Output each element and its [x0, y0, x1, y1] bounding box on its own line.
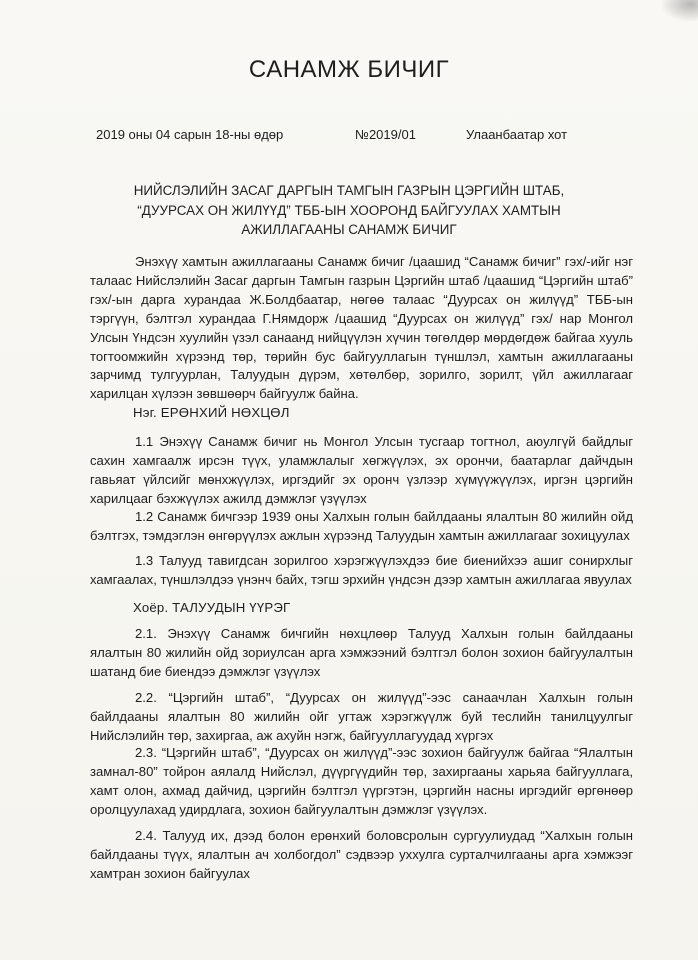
clause-2-3-block: [90, 744, 633, 820]
intro-paragraph: Энэхүү хамтын ажиллагааны Санамж бичиг /цаашид “Санамж бичиг” гэх/-ийг нэг талаас Нийслэлийн Засаг даргын Тамгын газрын Цэргийн штаб /цаашид “Цэргийн штаб” гэх/-ын дарга хурандаа Ж.Болдбаатар, нөгөө талаас “Дуурсах он жилүүд” ТББ-ын тэргүүн, бэлтгэл хурандаа Г.Нямдорж /цаашид “Дуурсах он жилүүд” гэх/ нар Монгол Улсын Үндсэн хуулийн үзэл санаанд нийцүүлэн хүчин төгөлдөр мөрдөгдөж байгаа хууль тогтоомжийн хүрээнд төр, төрийн бус байгууллагын түншлэл, хамтын ажиллагааны зарчимд тулгуурлан, Талуудын дүрэм, хөтөлбөр, зорилго, зорилт, үйл ажиллагааг харилцан хүлээн зөвшөөрч байгуулж байна.: [90, 254, 633, 402]
document-heading: [60, 181, 638, 240]
intro-paragraph-block: [90, 253, 633, 404]
clause-2-1: 2.1. Энэхүү Санамж бичгийн нөхцлөөр Талууд Халхын голын байлдааны ялалтын 80 жилийн ойд зориулсан арга хэмжээний бэлтгэл болон зохион байгуулалтын шатанд бие биендээ дэмжлэг үзүүлэх: [90, 626, 633, 679]
clause-2-1-block: [90, 625, 633, 682]
document-number: №2019/01: [355, 127, 416, 142]
document-place: Улаанбаатар хот: [466, 127, 568, 142]
clause-1-1: 1.1 Энэхүү Санамж бичиг нь Монгол Улсын тусгаар тогтнол, аюулгүй байдлыг сахин хамгаалж ирсэн түүх, уламжлалыг хөгжүүлэх, эх орончи, баатарлаг дайчдын гавьяат үйлсийг мөнхжүүлэх, иргэдийг эх оронч үзлээр хүмүүжүүлэх, иргэн цэргийн харилцааг бэхжүүлэх ажилд дэмжлэг үзүүлэх: [90, 434, 633, 506]
clause-1-3: 1.3 Талууд тавигдсан зорилгоо хэрэгжүүлэхдээ бие биенийхээ ашиг сонирхлыг хамгаалах, түншлэлдээ үнэнч байх, тэгш эрхийн үндсэн дээр хамтын ажиллагаа явуулах: [90, 553, 633, 587]
document-title: САНАМЖ БИЧИГ: [248, 56, 450, 83]
document-date: 2019 оны 04 сарын 18-ны өдөр: [96, 127, 284, 142]
clause-2-3: 2.3. “Цэргийн штаб”, “Дуурсах он жилүүд”-ээс зохион байгуулж байгаа “Ялалтын замнал-80” тойрон аялалд Нийслэл, дүүргүүдийн төр, захиргааны харьяа байгууллага, хамт олон, ахмад дайчид, цэргийн бэлтгэл үүргэтэн, цэргийн насны иргэдийг өргөнөөр оролцуулахад удирдлага, зохион байгуулалтын дэмжлэг үзүүлэх.: [90, 745, 633, 817]
section-2-heading: Хоёр. ТАЛУУДЫН ҮҮРЭГ: [133, 600, 291, 615]
clause-1-2-block: [90, 508, 633, 546]
heading-line: АЖИЛЛАГААНЫ САНАМЖ БИЧИГ: [241, 222, 457, 237]
clause-2-2-block: [90, 689, 633, 746]
clause-2-4-block: [90, 827, 633, 884]
heading-line: НИЙСЛЭЛИЙН ЗАСАГ ДАРГЫН ТАМГЫН ГАЗРЫН ЦЭРГИЙН ШТАБ,: [133, 183, 565, 198]
clause-2-2: 2.2. “Цэргийн штаб”, “Дуурсах он жилүүд”-ээс санаачлан Халхын голын байлдааны ялалтын 80 жилийн ойг угтаж хэрэгжүүлж буй теслийн танилцуулгыг Нийслэлийн төр, захиргаа, аж ахуйн нэгж, байгууллагуудад хүргэх: [90, 690, 633, 743]
heading-line: “ДУУРСАХ ОН ЖИЛҮҮД” ТББ-ЫН ХООРОНД БАЙГУУЛАХ ХАМТЫН: [137, 202, 561, 218]
clause-1-1-block: [90, 433, 633, 509]
clause-1-2: 1.2 Санамж бичгээр 1939 оны Халхын голын байлдааны ялалтын 80 жилийн ойд бэлтгэх, тэмдэглэн өнгөрүүлэх ажлын хүрээнд Талуудын хамтын ажиллагааг зохицуулах: [90, 509, 633, 543]
scan-corner-smudge: [660, 0, 698, 22]
section-1-heading: Нэг. ЕРӨНХИЙ НӨХЦӨЛ: [133, 405, 290, 420]
clause-1-3-block: [90, 552, 633, 590]
clause-2-4: 2.4. Талууд их, дээд болон ерөнхий боловсролын сургуулиудад “Халхын голын байлдааны түүх, ялалтын ач холбогдол” сэдвээр уххулга сурталчилгааны арга хэмжээг хамтран зохион байгуулах: [90, 828, 633, 881]
